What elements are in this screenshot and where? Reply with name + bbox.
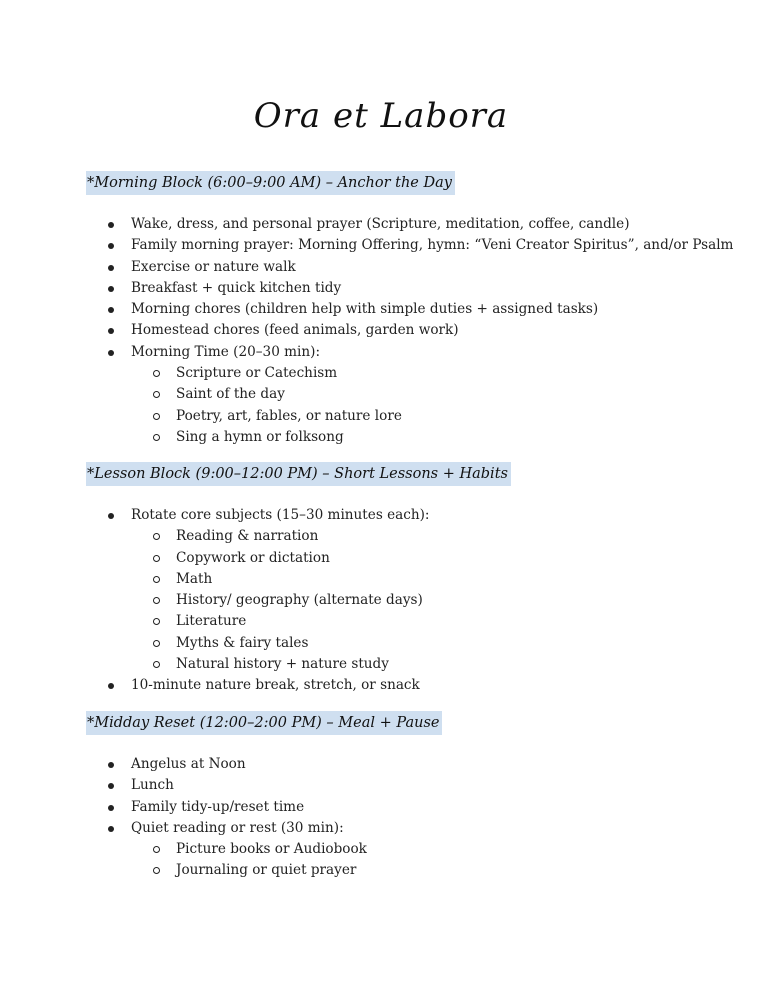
- sub-list-item: Copywork or dictation: [0, 548, 430, 569]
- list-item: Exercise or nature walk: [0, 257, 733, 278]
- morning-list: [0, 214, 733, 448]
- midday-list: [0, 754, 367, 882]
- list-item: Angelus at Noon: [0, 754, 367, 775]
- list-item: Rotate core subjects (15–30 minutes each):: [0, 505, 430, 526]
- sub-list-item: Journaling or quiet prayer: [0, 860, 367, 881]
- document-title: Ora et Labora: [253, 96, 509, 136]
- section-heading-midday: *Midday Reset (12:00–2:00 PM) – Meal + Pause: [86, 711, 442, 735]
- sub-list-item: Saint of the day: [0, 384, 733, 405]
- list-item: Quiet reading or rest (30 min):: [0, 818, 367, 839]
- sub-list-item: Scripture or Catechism: [0, 363, 733, 384]
- list-item: Morning Time (20–30 min):: [0, 342, 733, 363]
- lesson-list: [0, 505, 430, 697]
- sub-list-item: Poetry, art, fables, or nature lore: [0, 406, 733, 427]
- sub-list-item: Math: [0, 569, 430, 590]
- sub-list-item: Sing a hymn or folksong: [0, 427, 733, 448]
- section-heading-lesson: *Lesson Block (9:00–12:00 PM) – Short Lessons + Habits: [86, 462, 511, 486]
- list-item: Wake, dress, and personal prayer (Scripture, meditation, coffee, candle): [0, 214, 733, 235]
- list-item: Breakfast + quick kitchen tidy: [0, 278, 733, 299]
- list-item: 10-minute nature break, stretch, or snack: [0, 675, 430, 696]
- section-heading-morning: *Morning Block (6:00–9:00 AM) – Anchor the Day: [86, 171, 455, 195]
- list-item: Morning chores (children help with simple duties + assigned tasks): [0, 299, 733, 320]
- list-item: Family tidy-up/reset time: [0, 797, 367, 818]
- sub-list-item: Literature: [0, 611, 430, 632]
- list-item: Lunch: [0, 775, 367, 796]
- list-item: Homestead chores (feed animals, garden work): [0, 320, 733, 341]
- list-item: Family morning prayer: Morning Offering, hymn: “Veni Creator Spiritus”, and/or Psalm: [0, 235, 733, 256]
- sub-list-item: Natural history + nature study: [0, 654, 430, 675]
- sub-list-item: Reading & narration: [0, 526, 430, 547]
- sub-list-item: Myths & fairy tales: [0, 633, 430, 654]
- sub-list-item: Picture books or Audiobook: [0, 839, 367, 860]
- sub-list-item: History/ geography (alternate days): [0, 590, 430, 611]
